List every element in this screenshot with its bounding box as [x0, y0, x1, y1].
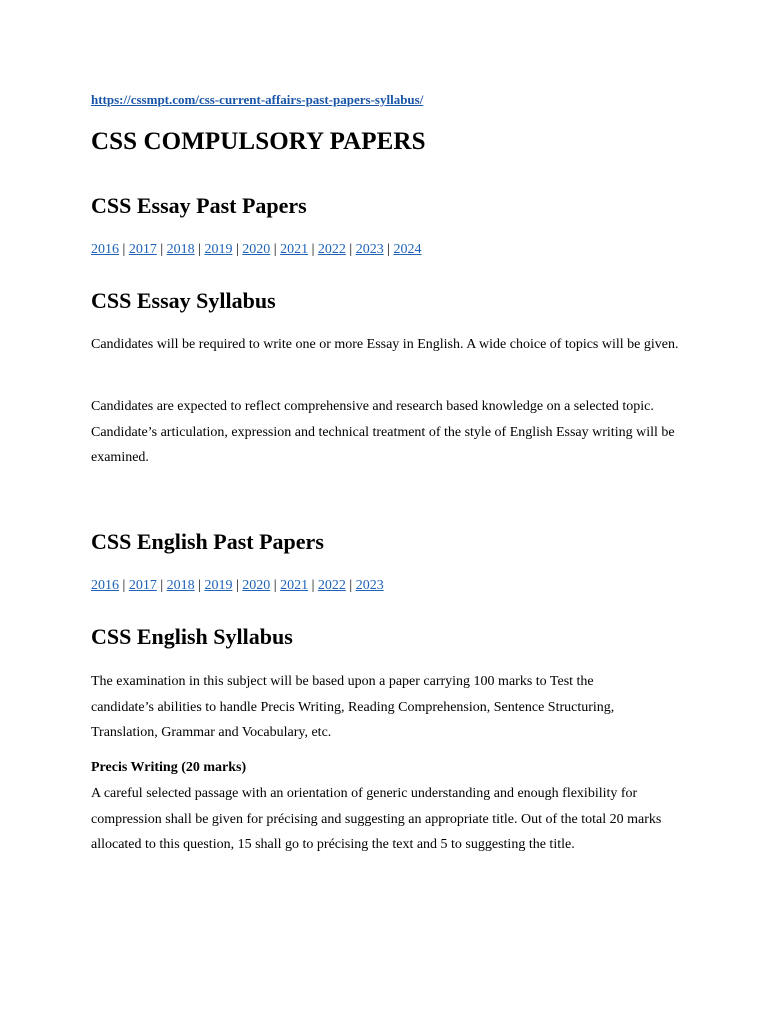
year-link-2016[interactable]: 2016 [91, 578, 119, 593]
separator: | [119, 578, 129, 593]
year-link-2021[interactable]: 2021 [280, 242, 309, 257]
source-url-link[interactable]: https://cssmpt.com/css-current-affairs-past-papers-syllabus/ [91, 92, 424, 107]
year-link-2018[interactable]: 2018 [166, 578, 195, 593]
separator: | [194, 242, 205, 257]
essay-past-papers-heading: CSS Essay Past Papers [91, 193, 307, 218]
separator: | [345, 578, 356, 593]
year-link-2020[interactable]: 2020 [242, 242, 271, 257]
year-link-2023[interactable]: 2023 [355, 242, 384, 257]
year-link-2020[interactable]: 2020 [242, 578, 271, 593]
separator: | [232, 242, 243, 257]
separator: | [270, 578, 281, 593]
year-link-2024[interactable]: 2024 [393, 242, 422, 257]
page-title: CSS COMPULSORY PAPERS [91, 128, 426, 155]
year-link-2022[interactable]: 2022 [317, 578, 346, 593]
year-link-2019[interactable]: 2019 [204, 578, 233, 593]
essay-year-links [91, 242, 422, 258]
separator: | [156, 578, 167, 593]
year-link-2022[interactable]: 2022 [317, 242, 346, 257]
separator: | [383, 242, 394, 257]
year-link-2017[interactable]: 2017 [128, 578, 157, 593]
separator: | [270, 242, 281, 257]
year-link-2017[interactable]: 2017 [128, 242, 157, 257]
year-link-2018[interactable]: 2018 [166, 242, 195, 257]
separator: | [308, 578, 318, 593]
english-past-papers-heading: CSS English Past Papers [91, 529, 324, 554]
separator: | [345, 242, 356, 257]
separator: | [232, 578, 243, 593]
separator: | [119, 242, 129, 257]
year-link-2021[interactable]: 2021 [280, 578, 309, 593]
precis-writing-heading: Precis Writing (20 marks) [91, 760, 247, 775]
separator: | [308, 242, 318, 257]
year-link-2016[interactable]: 2016 [91, 242, 119, 257]
precis-writing-paragraph: A careful selected passage with an orientation of generic understanding and enough flexibility for compression shall be given for précising and suggesting an appropriate title. Out of the total 20 marks allocated to this question, 15 shall go to précising the text and 5 to suggesting the title. [91, 786, 662, 852]
separator: | [194, 578, 205, 593]
year-link-2023[interactable]: 2023 [355, 578, 384, 593]
year-link-2019[interactable]: 2019 [204, 242, 233, 257]
english-year-links [91, 578, 384, 594]
english-syllabus-paragraph: The examination in this subject will be based upon a paper carrying 100 marks to Test the candidate’s abilities to handle Precis Writing, Reading Comprehension, Sentence Structuring, Translation, Grammar and Vocabulary, etc. [91, 674, 615, 740]
english-syllabus-heading: CSS English Syllabus [91, 624, 293, 649]
essay-syllabus-paragraph-1: Candidates will be required to write one or more Essay in English. A wide choice of topics will be given. [91, 337, 679, 352]
separator: | [156, 242, 167, 257]
essay-syllabus-heading: CSS Essay Syllabus [91, 288, 276, 313]
essay-syllabus-paragraph-2: Candidates are expected to reflect comprehensive and research based knowledge on a selected topic. Candidate’s articulation, expression and technical treatment of the style of English Essay writing will be examined. [91, 399, 675, 465]
